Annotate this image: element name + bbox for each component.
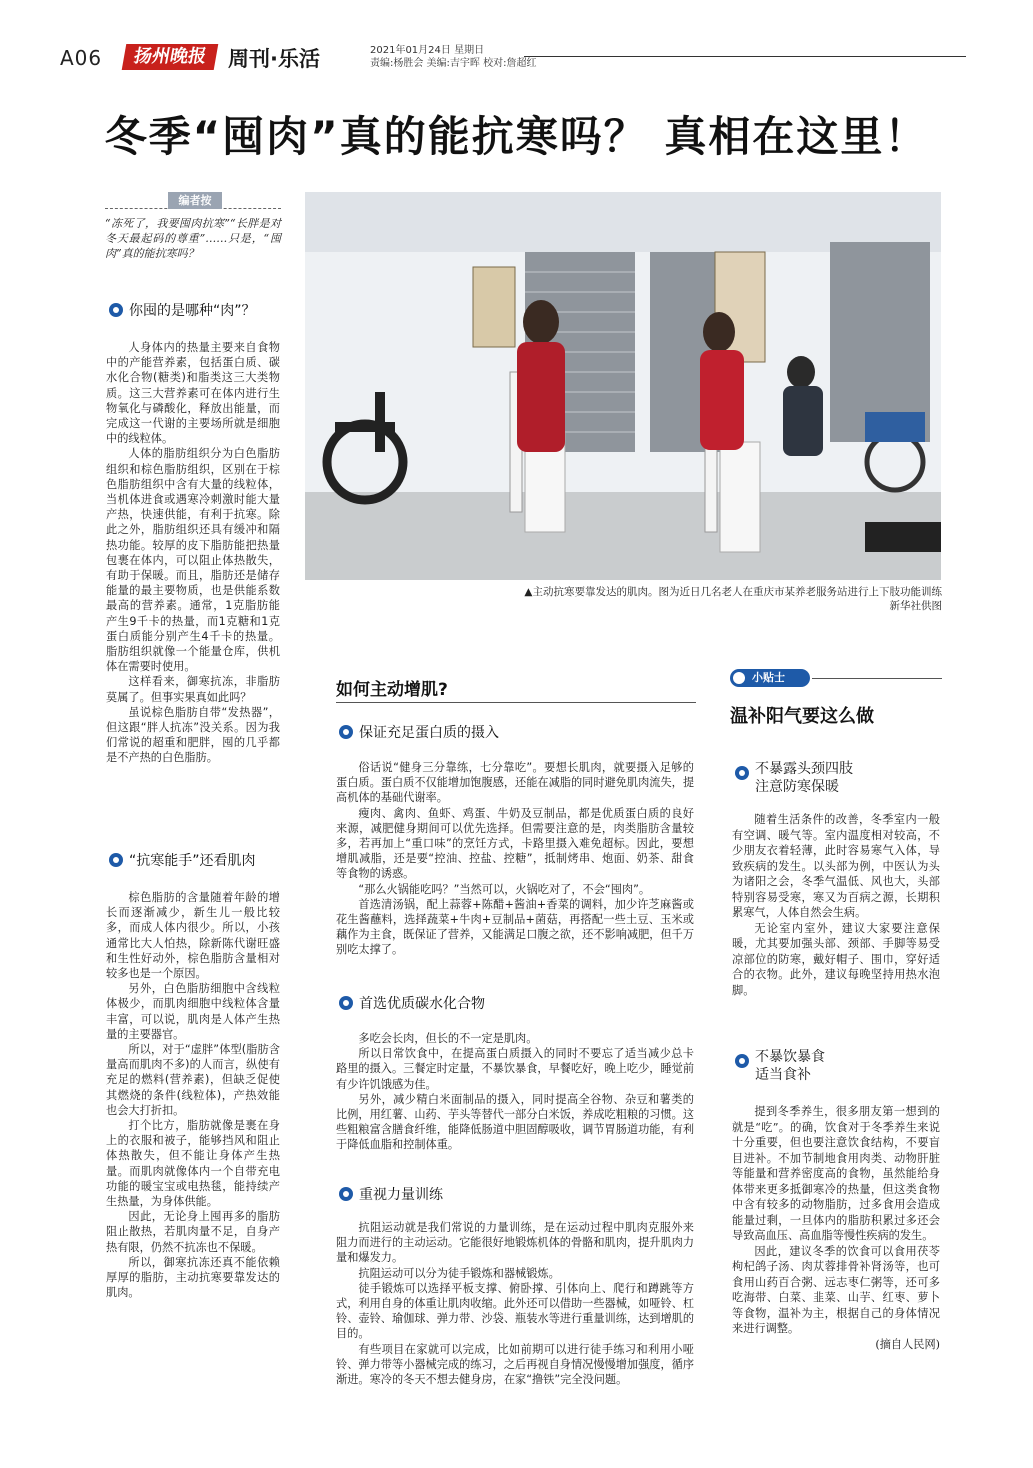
left-subheading-1-text: 你囤的是哪种“肉”？ [129,303,256,319]
circle-bullet-icon [339,996,353,1010]
paragraph: “那么火锅能吃吗？”当然可以，火锅吃对了，不会“囤肉”。 [358,882,651,896]
paragraph: 因此，无论身上囤再多的脂肪阻止散热，若肌肉量不足，自身产热有限，仍然不抗冻也不保暖。 [106,1210,280,1254]
circle-bullet-icon [735,766,749,780]
circle-bullet-icon [733,672,745,684]
middle-subheading-1 [339,722,499,742]
paragraph: 有些项目在家就可以完成，比如前期可以进行徒手练习和利用小哑铃、弹力带等小器械完成的练习，之后再视自身情况慢慢增加强度，循序渐进。寒冷的冬天不想去健身房，在家“撸铁”完全没问题。 [336,1342,695,1387]
paragraph: 瘦肉、禽肉、鱼虾、鸡蛋、牛奶及豆制品，都是优质蛋白质的良好来源，减肥健身期间可以优先选择。但需要注意的是，肉类脂肪含量较多，若再加上“重口味”的烹饪方式，卡路里摄入难免超标。因此，要想增肌减脂，还是要“控油、控盐、控糖”，抵制烤串、炮面、奶茶、甜食等食物的诱惑。 [336,806,694,881]
circle-bullet-icon [339,725,353,739]
paragraph: 另外，白色脂肪细胞中含线粒体极少，而肌肉细胞中线粒体含量丰富，可以说，肌肉是人体产生热量的主要器官。 [106,982,280,1041]
middle-section-title: 如何主动增肌? [336,680,448,700]
article-source: (摘自人民网) [875,1337,940,1351]
circle-bullet-icon [339,1187,353,1201]
left-body-2 [106,890,280,1300]
news-photo [305,192,941,580]
paragraph: 无论室内室外，建议大家要注意保暖，尤其要加强头部、颈部、手脚等易受凉部位的防寒，戴好帽子、围巾，穿好适合的衣物。此外，建议每晚坚持用热水泡脚。 [732,921,940,997]
paragraph: 另外，减少精白米面制品的摄入，同时提高全谷物、杂豆和薯类的比例，用红薯、山药、芋头等替代一部分白米饭，养成吃粗粮的习惯。这些粗粮富含膳食纤维，能降低肠道中胆固醇吸收，调节胃肠道功能，有利于降低血脂和控制体重。 [336,1092,695,1152]
caption-text: ▲主动抗寒要靠发达的肌肉。图为近日几名老人在重庆市某养老服务站进行上下肢功能训练 [524,586,942,598]
middle-title-rule [336,702,696,703]
right-subheading-2 [735,1048,825,1084]
right-subheading-1a: 不暴露头颈四肢 [755,761,853,777]
photo-caption [420,585,942,613]
editor-note-text: “冻死了，我要囤肉抗寒”“长胖是对冬天最起码的尊重”……只是，“囤肉”真的能抗寒吗？ [105,217,281,260]
editor-credits: 责编:杨胜会 美编:吉宇晖 校对:詹超红 [370,58,537,69]
editor-note-tag: 编者按 [168,192,222,209]
paragraph: 抗阻运动就是我们常说的力量训练，是在运动过程中肌肉克服外来阻力而进行的主动运动。它能很好地锻炼机体的骨骼和肌肉，提升肌肉力量和爆发力。 [336,1221,695,1265]
masthead-rule [524,56,966,57]
section-title: 周刊·乐活 [228,47,320,71]
paragraph: 抗阻运动可以分为徒手锻炼和器械锻炼。 [358,1266,560,1280]
paragraph: 这样看来，御寒抗冻，非脂肪莫属了。但事实果真如此吗？ [106,675,280,704]
paragraph: 棕色脂肪的含量随着年龄的增长而逐渐减少，新生儿一般比较多，而成人体内很少。所以，小孩通常比大人怕热，除新陈代谢旺盛和生性好动外，棕色脂肪含量相对较多也是一个原因。 [106,891,280,981]
right-body-2 [732,1104,940,1352]
paragraph: 所以日常饮食中，在提高蛋白质摄入的同时不要忘了适当减少总卡路里的摄入。三餐定时定量，不暴饮暴食，早餐吃好，晚上吃少，睡觉前有少许饥饿感为佳。 [336,1047,695,1091]
newspaper-logo: 扬州晚报 [122,44,219,70]
paragraph: 提到冬季养生，很多朋友第一想到的就是“吃”。的确，饮食对于冬季养生来说十分重要，但也要注意饮食结构，不要盲目进补。不加节制地食用肉类、动物肝脏等能量和营养密度高的食物，虽然能给身体带来更多抵御寒冷的热量，但这类食物中含有较多的动物脂肪，过多食用会造成能量过剩，一旦体内的脂肪积累过多还会导致高血压、高血脂等慢性疾病的发生。 [732,1105,940,1242]
right-subheading-1 [735,760,853,796]
middle-body-1 [336,760,694,958]
paragraph: 多吃会长肉，但长的不一定是肌肉。 [358,1032,538,1045]
left-subheading-2 [109,850,256,870]
paragraph: 虽说棕色脂肪自带“发热器”，但这跟“胖人抗冻”没关系。因为我们常说的超重和肥胖，囤的几乎都是不产热的白色脂肪。 [106,705,280,765]
circle-bullet-icon [735,1054,749,1068]
paragraph: 随着生活条件的改善，冬季室内一般有空调、暖气等。室内温度相对较高，不少朋友衣着轻薄，此时容易寒气入体，导致疾病的发生。以头部为例，中医认为头为诸阳之会，冬季气温低、风也大，头部特别容易受寒，寒又为百病之源，长期积累寒气，人体自然会生病。 [732,813,940,919]
tips-tag: 小贴士 [730,669,810,687]
right-body-1 [732,812,940,998]
paragraph: 首选清汤锅，配上蒜蓉+陈醋+酱油+香菜的调料，加少许芝麻酱或花生酱蘸料，选择蔬菜+牛肉+豆制品+菌菇，再搭配一些土豆、玉米或藕作为主食，既保证了营养，又能满足口腹之欲，还不影响减肥，但千万别吃太撑了。 [336,897,695,957]
middle-body-2 [336,1031,694,1153]
right-subheading-2a: 不暴饮暴食 [755,1049,825,1065]
middle-subheading-3-text: 重视力量训练 [359,1187,443,1203]
left-subheading-2-text: “抗寒能手”还看肌肉 [129,853,256,869]
paragraph: 所以，御寒抗冻还真不能依赖厚厚的脂肪，主动抗寒要靠发达的肌肉。 [106,1255,280,1300]
circle-bullet-icon [109,303,123,317]
fitness-room-illustration [305,192,941,580]
middle-body-3 [336,1220,694,1387]
middle-subheading-2-text: 首选优质碳水化合物 [359,996,485,1012]
photo-credit: 新华社供图 [889,600,942,612]
paragraph: 打个比方，脂肪就像是裹在身上的衣服和被子，能够挡风和阻止体热散失，但不能让身体产生热量。而肌肉就像体内一个自带充电功能的暖宝宝或电热毯，能持续产生热量，为身体供能。 [106,1119,280,1209]
right-section-title: 温补阳气要这么做 [730,706,874,727]
tips-rule [812,678,942,679]
page-number: A06 [60,46,103,70]
middle-subheading-2 [339,993,485,1013]
paragraph: 因此，建议冬季的饮食可以食用茯苓枸杞鸽子汤、肉苁蓉排骨补肾汤等，也可食用山药百合粥、远志枣仁粥等，还可多吃海带、白菜、韭菜、山芋、红枣、萝卜等食物，温补为主，根据自己的身体情况来进行调整。 [732,1244,940,1335]
paragraph: 俗话说“健身三分靠练，七分靠吃”。要想长肌肉，就要摄入足够的蛋白质。蛋白质不仅能增加饱腹感，还能在减脂的同时避免肌肉流失，提高机体的基础代谢率。 [336,761,695,805]
headline: 冬季“囤肉”真的能抗寒吗？ 真相在这里！ [104,112,929,161]
left-body-1 [106,340,280,766]
issue-date: 2021年01月24日 星期日 [370,45,485,56]
middle-subheading-1-text: 保证充足蛋白质的摄入 [359,725,499,741]
circle-bullet-icon [109,853,123,867]
left-subheading-1 [109,300,256,320]
right-subheading-2b: 适当食补 [755,1067,811,1083]
paragraph: 人体的脂肪组织分为白色脂肪组织和棕色脂肪组织，区别在于棕色脂肪组织中含有大量的线粒体，当机体进食或遇寒冷刺激时能大量产热，快速供能，有利于抗寒。除此之外，脂肪组织还具有缓冲和隔热功能。较厚的皮下脂肪能把热量包裹在体内，可以阻止体热散失，有助于保暖。而且，脂肪还是储存能量的最主要物质，也是供能系数最高的营养素。通常，1克脂肪能产生9千卡的热量，而1克糖和1克蛋白质能分别产生4千卡的热量。脂肪组织就像一个能量仓库，供机体在需要时使用。 [106,447,280,674]
paragraph: 人身体内的热量主要来自食物中的产能营养素，包括蛋白质、碳水化合物(糖类)和脂类这三大类物质。这三大营养素可在体内进行生物氧化与磷酸化，释放出能量，而完成这一代谢的主要场所就是细胞中的线粒体。 [106,341,280,446]
paragraph: 所以，对于“虚胖”体型(脂肪含量高而肌肉不多)的人而言，纵使有充足的燃料(营养素)，但缺乏促使其燃烧的条件(线粒体)，产热效能也会大打折扣。 [106,1043,280,1117]
right-subheading-1b: 注意防寒保暖 [755,779,839,795]
paragraph: 徒手锻炼可以选择平板支撑、俯卧撑、引体向上、爬行和蹲跳等方式，利用自身的体重让肌肉收缩。此外还可以借助一些器械，如哑铃、杠铃、壶铃、瑜伽球、弹力带、沙袋、瓶装水等进行重量训练，达到增肌的目的。 [336,1281,695,1341]
dateline [370,44,536,70]
middle-subheading-3 [339,1184,443,1204]
